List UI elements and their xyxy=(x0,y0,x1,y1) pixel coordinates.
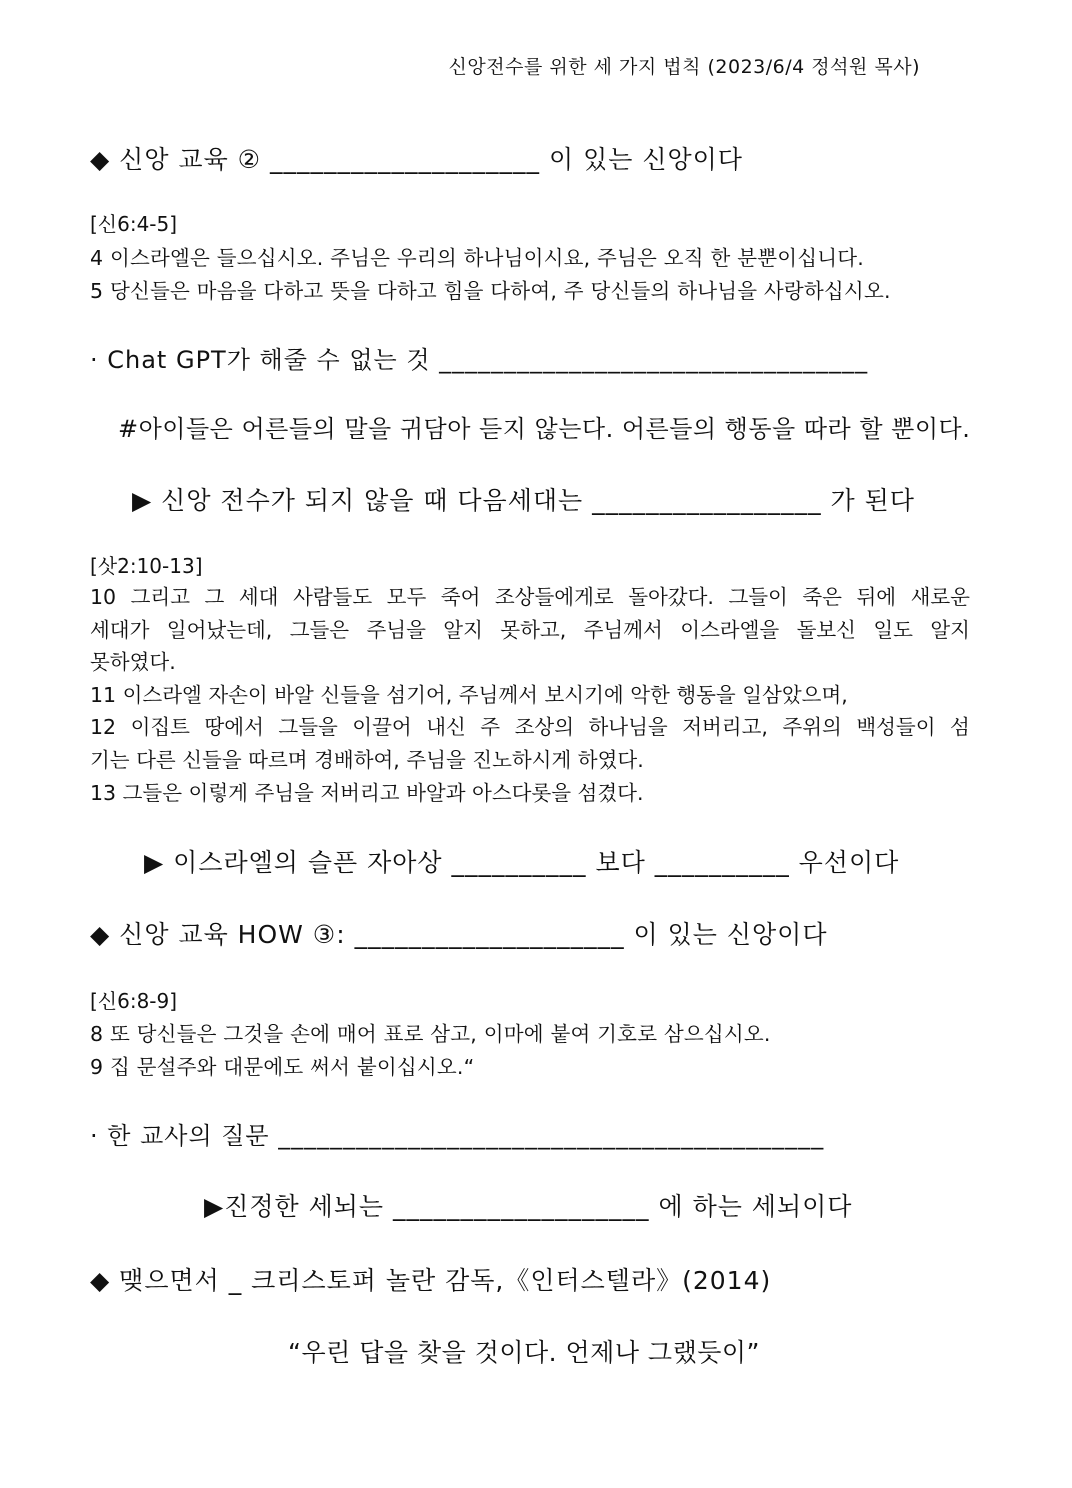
document-header: 신앙전수를 위한 세 가지 법칙 (2023/6/4 정석원 목사) xyxy=(448,56,920,78)
section-heading-closing: ◆ 맺으면서 _ 크리스토퍼 놀란 감독,《인터스텔라》(2014) xyxy=(90,1266,772,1295)
scripture-line: 12 이집트 땅에서 그들을 이끌어 내신 주 조상의 하나님을 저버리고, 주위의 백성들이 섬 xyxy=(90,715,970,740)
scripture-line: 11 이스라엘 자손이 바알 신들을 섬기어, 주님께서 보시기에 악한 행동을 일삼았으며, xyxy=(90,682,848,707)
scripture-line: 세대가 일어났는데, 그들은 주님을 알지 못하고, 주님께서 이스라엘을 돌보신 일도 알지 xyxy=(90,617,970,642)
scripture-passage xyxy=(90,581,970,809)
scripture-line: 못하였다. xyxy=(90,650,176,675)
scripture-line: 13 그들은 이렇게 주님을 저버리고 바알과 아스다롯을 섬겼다. xyxy=(90,780,644,805)
closing-quote: “우린 답을 찾을 것이다. 언제나 그랬듯이” xyxy=(288,1338,760,1367)
note-children: #아이들은 어른들의 말을 귀담아 듣지 않는다. 어른들의 행동을 따라 할 뿐이다. xyxy=(118,415,971,443)
scripture-line: 기는 다른 신들을 따르며 경배하여, 주님을 진노하시게 하였다. xyxy=(90,747,644,772)
bullet-point-chatgpt: · Chat GPT가 해줄 수 없는 것 _________________________________ xyxy=(90,346,869,374)
arrow-point-true-brainwashing: ▶진정한 세뇌는 ___________________ 에 하는 세뇌이다 xyxy=(204,1192,853,1221)
scripture-verse: 9 집 문설주와 대문에도 써서 붙이십시오.“ xyxy=(90,1055,475,1079)
arrow-point-self-image: ▶ 이스라엘의 슬픈 자아상 __________ 보다 __________ 우선이다 xyxy=(144,848,900,877)
scripture-reference: [신6:8-9] xyxy=(90,989,178,1013)
arrow-point-next-generation: ▶ 신앙 전수가 되지 않을 때 다음세대는 _________________ 가 된다 xyxy=(132,486,915,515)
scripture-line: 10 그리고 그 세대 사람들도 모두 죽어 조상들에게로 돌아갔다. 그들이 죽은 뒤에 새로운 xyxy=(90,585,970,609)
scripture-verse: 8 또 당신들은 그것을 손에 매어 표로 삼고, 이마에 붙여 기호로 삼으십시오. xyxy=(90,1022,771,1046)
section-heading-faith-education-2: ◆ 신앙 교육 ② ____________________ 이 있는 신앙이다 xyxy=(90,145,743,174)
scripture-verse: 5 당신들은 마음을 다하고 뜻을 다하고 힘을 다하여, 주 당신들의 하나님을 사랑하십시오. xyxy=(90,279,891,303)
section-heading-faith-education-how-3: ◆ 신앙 교육 HOW ③: ____________________ 이 있는 신앙이다 xyxy=(90,920,828,949)
scripture-reference: [삿2:10-13] xyxy=(90,554,203,578)
bullet-point-teacher-question: · 한 교사의 질문 __________________________________________ xyxy=(90,1122,825,1150)
scripture-verse: 4 이스라엘은 들으십시오. 주님은 우리의 하나님이시요, 주님은 오직 한 분뿐이십니다. xyxy=(90,246,864,270)
scripture-reference: [신6:4-5] xyxy=(90,212,178,236)
